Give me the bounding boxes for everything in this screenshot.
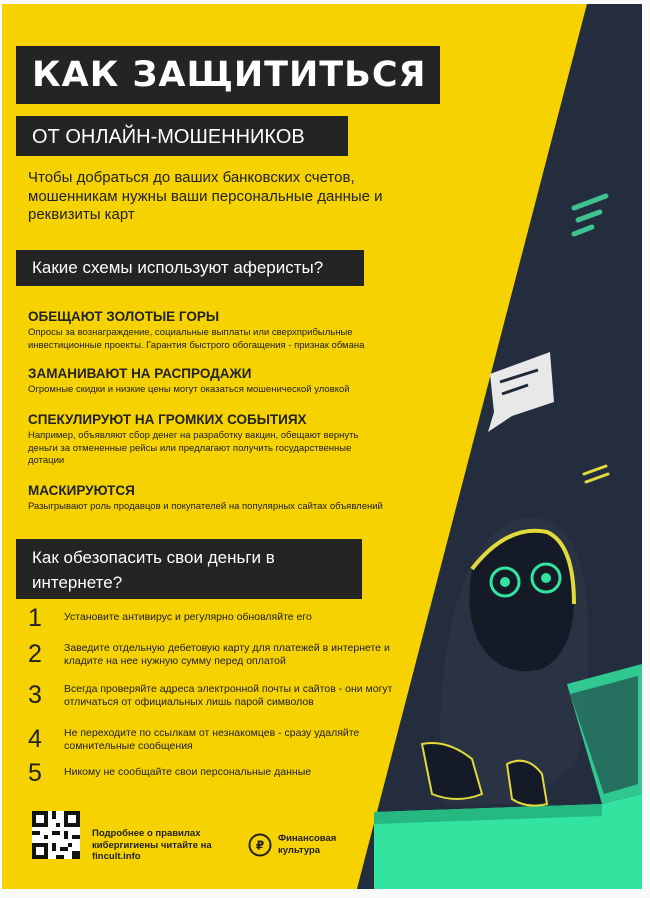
step-text: Никому не сообщайте свои персональные данные: [64, 766, 312, 778]
scheme-title: МАСКИРУЮТСЯ: [28, 483, 135, 498]
scheme-description: Огромные скидки и низкие цены могут оказаться мошенической уловкой: [28, 384, 350, 395]
qr-code-icon[interactable]: [32, 811, 80, 859]
protection-heading: Как обезопасить свои деньги в интернете?: [32, 548, 275, 592]
scheme-item: [28, 309, 428, 352]
scheme-title: СПЕКУЛИРУЮТ НА ГРОМКИХ СОБЫТИЯХ: [28, 412, 307, 427]
schemes-heading: Какие схемы используют аферисты?: [32, 258, 324, 277]
step-text: Всегда проверяйте адреса электронной почты и сайтов - они могут отличаться от официальных лишь парой символов: [64, 683, 393, 708]
subtitle-bar: [16, 116, 348, 156]
schemes-heading-bar: [16, 250, 364, 286]
scheme-title: ЗАМАНИВАЮТ НА РАСПРОДАЖИ: [28, 366, 252, 381]
scheme-description: Опросы за вознаграждение, социальные выплаты или сверхприбыльные инвестиционные проекты. Гарантия быстрого обогащения - признак обмана: [28, 327, 365, 351]
step-number: 1: [28, 604, 42, 632]
step-text: Установите антивирус и регулярно обновляйте его: [64, 611, 312, 623]
step-number: 5: [28, 759, 42, 787]
poster: [2, 4, 642, 889]
scheme-description: Например, объявляют сбор денег на разработку вакцин, обещают вернуть деньги за отмененные рейсы или предлагают получить государственные дотации: [28, 430, 359, 466]
scheme-item: [28, 412, 428, 468]
fincult-logo-icon: [248, 833, 272, 857]
scheme-item: [28, 366, 428, 397]
scheme-item: [28, 483, 428, 514]
step-number: 4: [28, 725, 42, 753]
step-text: Не переходите по ссылкам от незнакомцев - сразу удаляйте сомнительные сообщения: [64, 727, 360, 752]
scheme-description: Разыгрывают роль продавцов и покупателей на популярных сайтах объявлений: [28, 501, 383, 512]
scheme-title: ОБЕЩАЮТ ЗОЛОТЫЕ ГОРЫ: [28, 309, 220, 324]
title-bar: [16, 46, 440, 104]
step-text: Заведите отдельную дебетовую карту для платежей в интернете и кладите на нее нужную сумму перед оплатой: [64, 642, 390, 667]
page-subtitle: ОТ ОНЛАЙН-МОШЕННИКОВ: [32, 126, 305, 148]
intro-text: Чтобы добраться до ваших банковских счетов, мошенникам нужны ваши персональные данные и реквизиты карт: [28, 169, 383, 223]
step-number: 2: [28, 640, 42, 668]
fincult-logo-name: Финансовая культура: [278, 833, 337, 856]
page-title: КАК ЗАЩИТИТЬСЯ: [32, 55, 427, 95]
protection-heading-bar: [16, 539, 362, 599]
step-number: 3: [28, 681, 42, 709]
fincult-logo-symbol: ₽: [255, 838, 265, 853]
footer-more-info: Подробнее о правилах кибергигиены читайте на fincult.info: [92, 828, 212, 862]
